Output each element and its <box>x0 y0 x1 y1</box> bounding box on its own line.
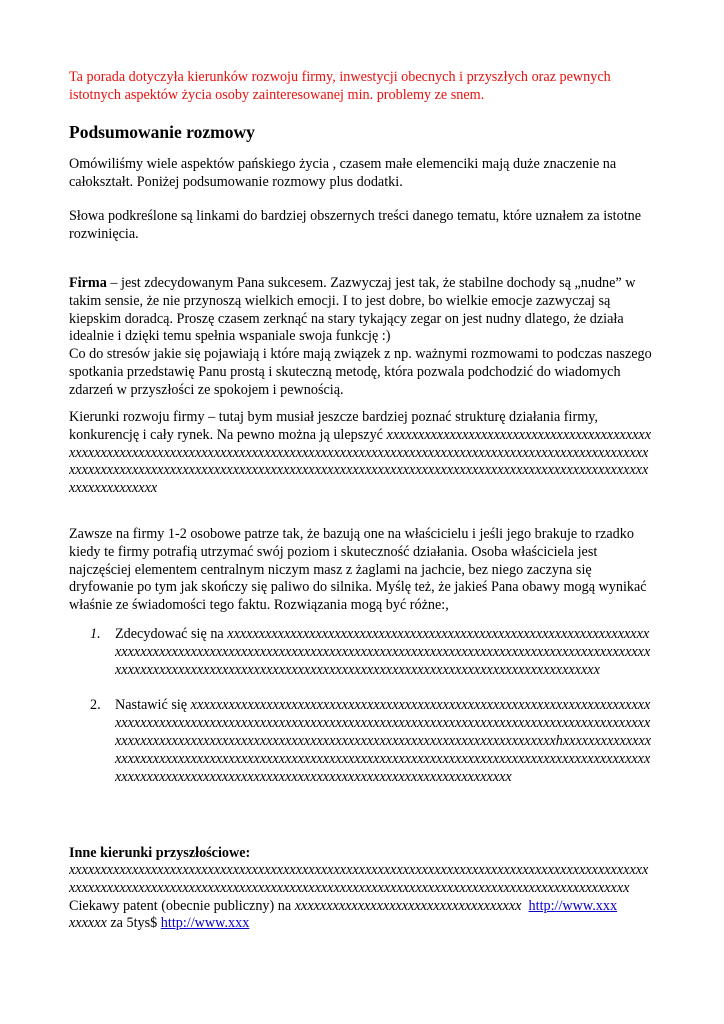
paragraph-summary: Omówiliśmy wiele aspektów pańskiego życia , czasem małe elemenciki mają duże znaczenie na całokształt. Poniżej podsumowanie rozmowy plus dodatki. <box>69 156 617 190</box>
list-item <box>69 626 653 679</box>
price-text: za 5tys$ <box>106 915 161 932</box>
intro-note: Ta porada dotyczyła kierunków rozwoju firmy, inwestycji obecnych i przyszłych oraz pewnych istotnych aspektów życia osoby zainteresowanej min. problemy ze snem. <box>69 69 611 103</box>
firma-label: Firma <box>69 275 107 291</box>
list-item-redacted: xxxxxxxxxxxxxxxxxxxxxxxxxxxxxxxxxxxxxxxxxxxxxxxxxxxxxxxxxxxxxxxxxxxxxxxxxxxxxxxxxxxxxxxxxxxxxxxxxxxxxxxxxxxxxxxxxxxxxxxxxxxxxxxxxxxxxxxxxxxxxxxxxxxxxxxxxxxxxxxxxxxxxxxxxxxxxxxxxxxxxxxxxxxxxxxxxxxxxxxxxxxxxxxxxxxxxxxxxxxxxxxxxxxxhxxxxxxxxxxxxxxxxxxxxxxxxxxxxxxxxxxxxxxxxxxxxxxxxxxxxxxxxxxxxxxxxxxxxxxxxxxxxxxxxxxxxxxxxxxxxxxxxxxxxxxxxxxxxxxxxxxxxxxxxxxxxxxxxxxxxxxxxxxxxxxxxxxxxxxxxxxxxxxxxxx <box>115 697 652 785</box>
kierunki-text: Kierunki rozwoju firmy – tutaj bym musiał jeszcze bardziej poznać strukturę działania firmy, konkurencję i cały rynek. Na pewno można ją ulepszyć <box>69 409 598 443</box>
patent-redacted-2: xxxxxx <box>69 915 107 932</box>
kierunki-redacted: xxxxxxxxxxxxxxxxxxxxxxxxxxxxxxxxxxxxxxxxxxxxxxxxxxxxxxxxxxxxxxxxxxxxxxxxxxxxxxxxxxxxxxxxxxxxxxxxxxxxxxxxxxxxxxxxxxxxxxxxxxxxxxxxxxxxxxxxxxxxxxxxxxxxxxxxxxxxxxxxxxxxxxxxxxxxxxxxxxxxxxxxxxxxxxxxxxxxxxxxxxxxxxxxxxxxxxxxxxxxxxxxxxxxxxxxxxxxxxxx <box>69 426 652 497</box>
firma-text: – jest zdecydowanym Pana sukcesem. Zazwyczaj jest tak, że stabilne dochody są „nudne” w takim sensie, że nie przynoszą wielkich emocji. I to jest dobre, bo wielkie emocje zazwyczaj są kiepskim doradcą. Proszę czasem zerknąć na stary tykający zegar on jest nudny dlatego, że działa idealnie i dzięki temu spełnia wspaniale swoja funkcję :) <box>69 275 636 345</box>
firma-stress-text: Co do stresów jakie się pojawiają i które mają związek z np. ważnymi rozmowami to podczas naszego spotkania przedstawię Panu prostą i skuteczną metodę, która pozwala podchodzić do wiadomych zdarzeń w przyszłości ze spokojem i pewnością. <box>69 346 652 398</box>
list-number: 1. <box>90 626 101 642</box>
page-title: Podsumowanie rozmowy <box>69 122 255 142</box>
list-item <box>69 697 653 786</box>
list-item-label: Nastawić się <box>115 697 191 714</box>
patent-link[interactable]: http://www.xxx <box>528 897 618 914</box>
list-item-redacted: xxxxxxxxxxxxxxxxxxxxxxxxxxxxxxxxxxxxxxxxxxxxxxxxxxxxxxxxxxxxxxxxxxxxxxxxxxxxxxxxxxxxxxxxxxxxxxxxxxxxxxxxxxxxxxxxxxxxxxxxxxxxxxxxxxxxxxxxxxxxxxxxxxxxxxxxxxxxxxxxxxxxxxxxxxxxxxxxxxxxxxxxxxxxxxxxxxxxxxxxxxxxxxxxxxxxxxxxxxxxxxxxxxxxx <box>115 626 651 678</box>
list-number: 2. <box>90 697 101 714</box>
solutions-list <box>69 626 653 786</box>
paragraph-firma <box>69 275 653 400</box>
patent-text: Ciekawy patent (obecnie publiczny) na <box>69 897 295 914</box>
price-link[interactable]: http://www.xxx <box>160 915 250 932</box>
paragraph-links-note: Słowa podkreślone są linkami do bardziej obszernych treści danego tematu, które uznałem za istotne rozwinięcia. <box>69 208 642 242</box>
list-item-label: Zdecydować się na <box>115 626 228 642</box>
section-heading-future: Inne kierunki przyszłościowe: <box>69 845 251 861</box>
paragraph-kierunki <box>69 409 653 498</box>
patent-redacted: xxxxxxxxxxxxxxxxxxxxxxxxxxxxxxxxxxxx <box>294 897 522 914</box>
paragraph-future <box>69 862 653 933</box>
paragraph-owner: Zawsze na firmy 1-2 osobowe patrze tak, że bazują one na właścicielu i jeśli jego brakuje to rzadko kiedy te firmy potrafią utrzymać swój poziom i skuteczność działania. Osoba właściciela jest najczęściej elementem centralnym niczym masz z żaglami na jachcie, bez niego zaczyna się dryfowanie po tym jak skończy się paliwo do silnika. Myślę też, że jakieś Pana obawy mogą wynikać właśnie ze świadomości tego faktu. Rozwiązania mogą być różne:, <box>69 526 647 614</box>
future-redacted: xxxxxxxxxxxxxxxxxxxxxxxxxxxxxxxxxxxxxxxxxxxxxxxxxxxxxxxxxxxxxxxxxxxxxxxxxxxxxxxxxxxxxxxxxxxxxxxxxxxxxxxxxxxxxxxxxxxxxxxxxxxxxxxxxxxxxxxxxxxxxxxxxxxxxxxxxxxxxxxxxxxxxxxxxxxxxxxxxxxxx <box>69 862 649 896</box>
